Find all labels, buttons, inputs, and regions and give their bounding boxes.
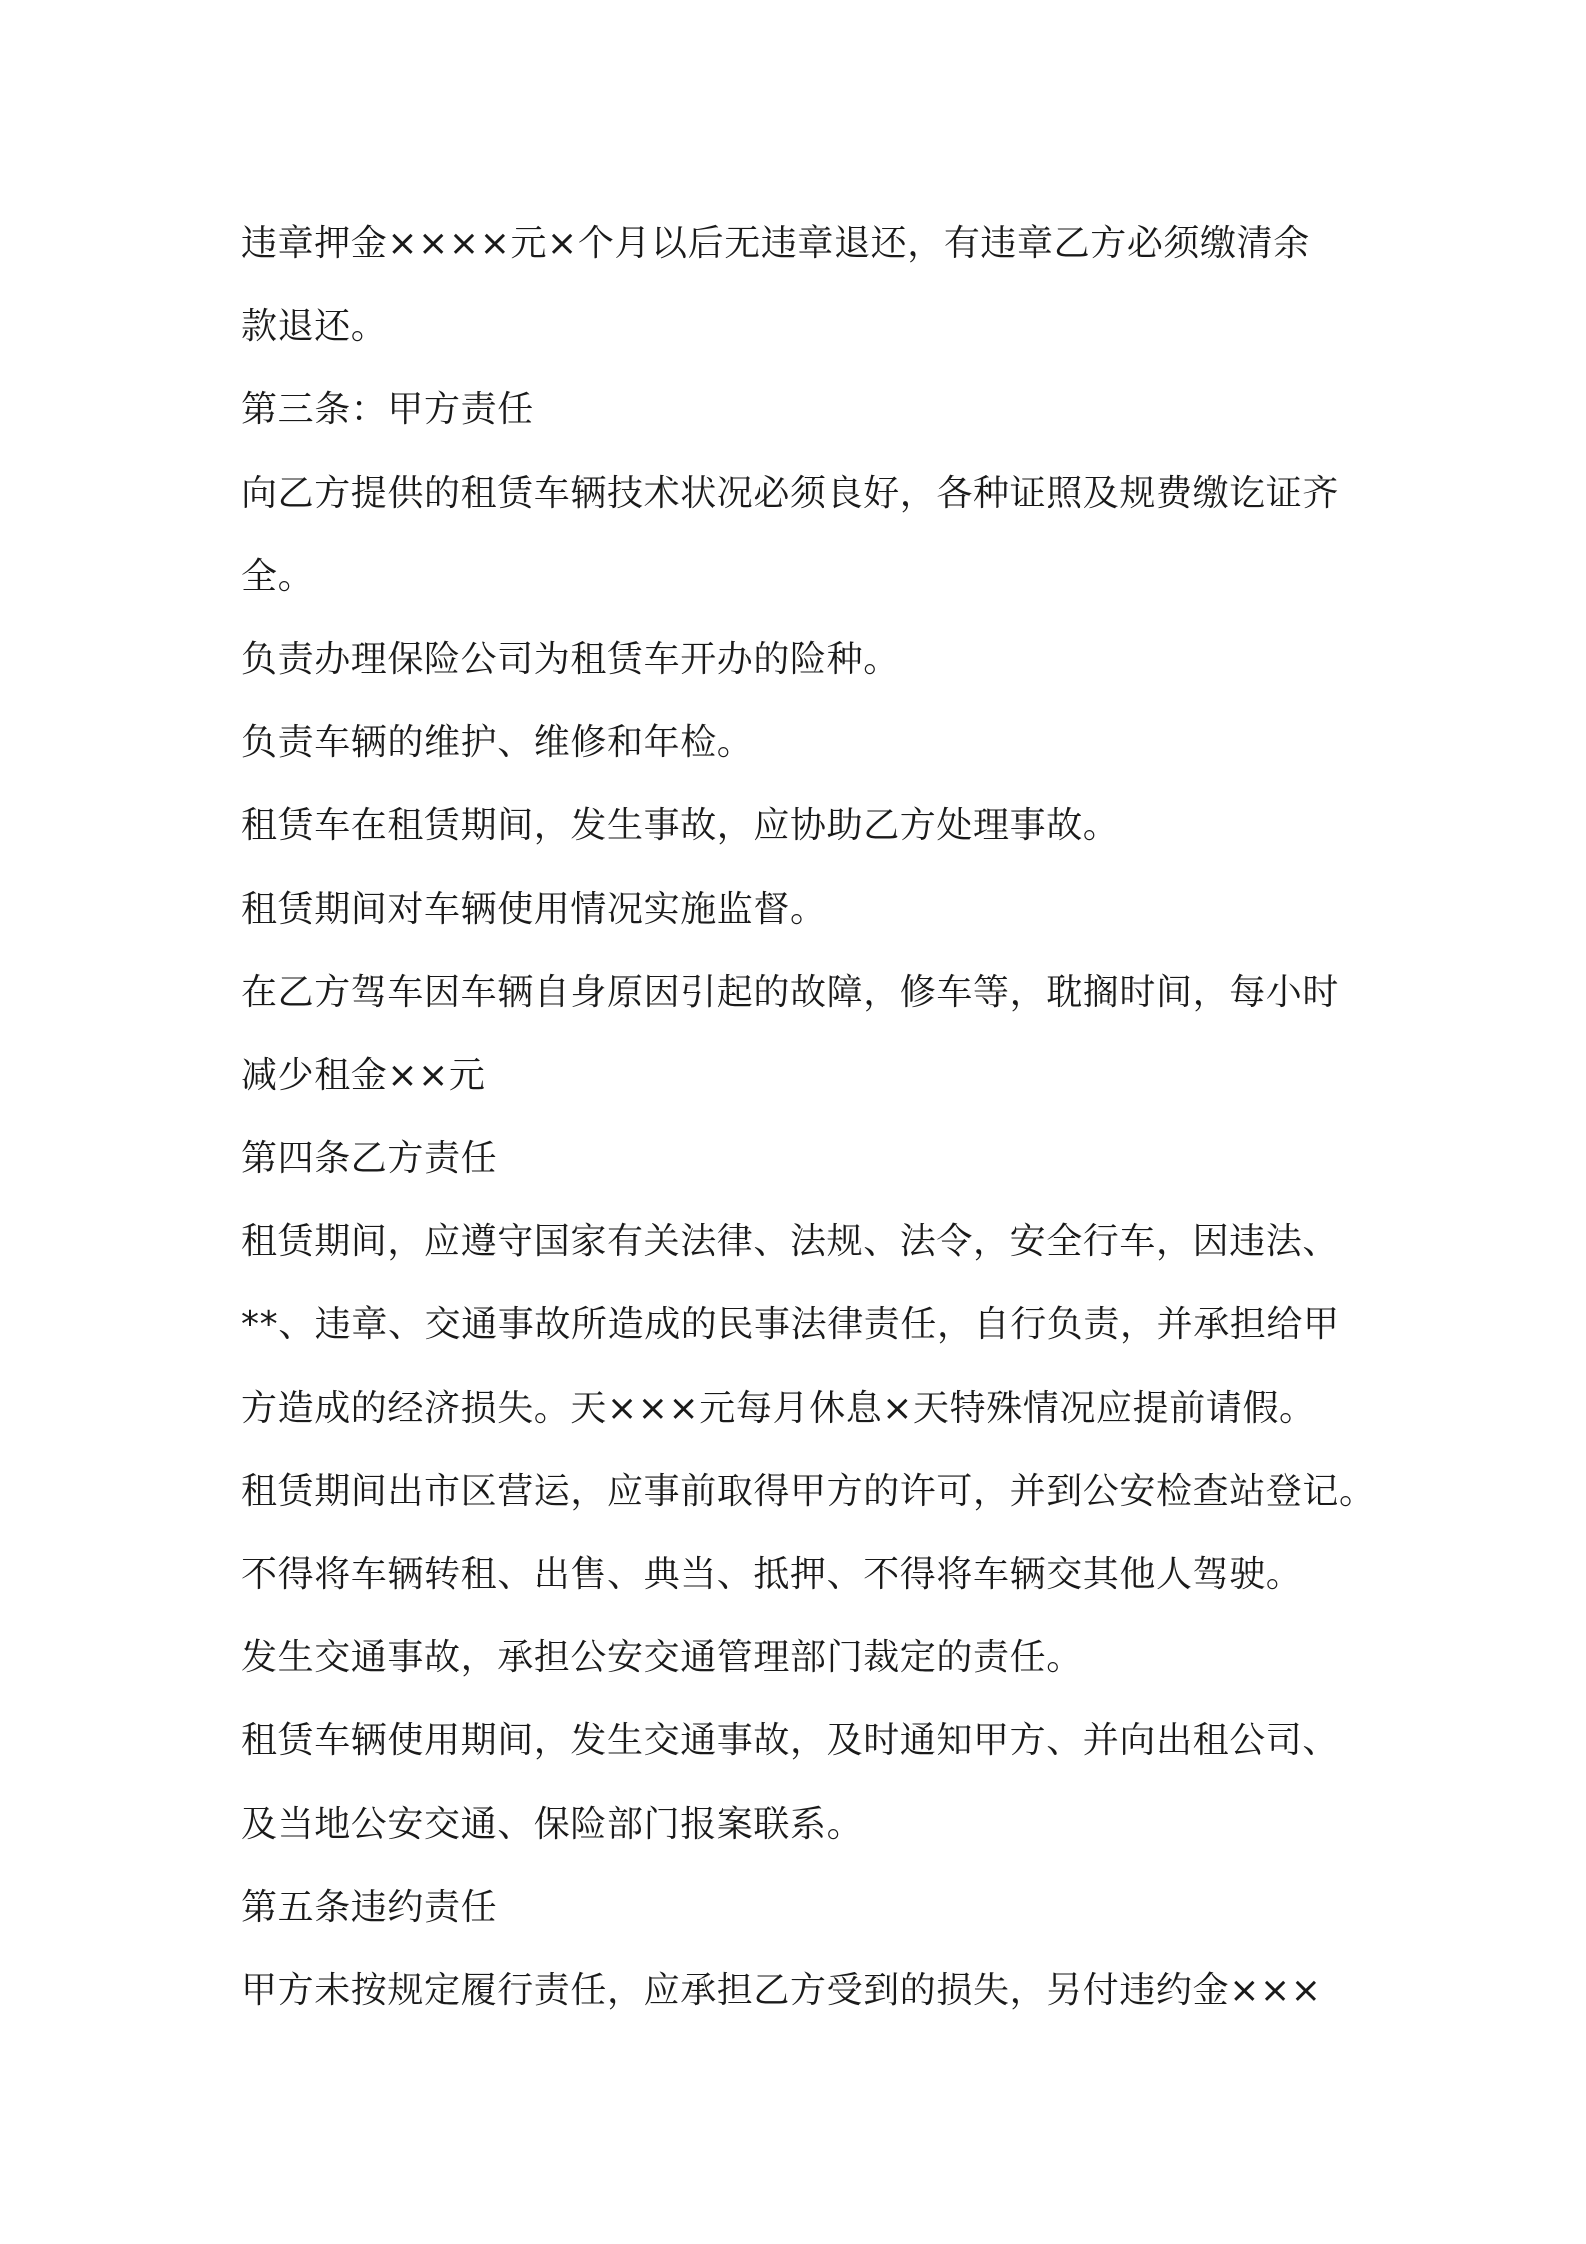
text-line: 负责车辆的维护、维修和年检。 [241,722,754,764]
text-line: 全。 [241,555,315,597]
document-body [241,202,1376,2032]
section-heading: 第四条乙方责任 [241,1138,498,1180]
text-line: 甲方未按规定履行责任，应承担乙方受到的损失，另付违约金××× [241,1969,1322,2011]
text-line: 违章押金××××元×个月以后无违章退还，有违章乙方必须缴清余 [241,223,1310,264]
text-line: 负责办理保险公司为租赁车开办的险种。 [241,638,900,680]
text-line: 租赁期间出市区营运，应事前取得甲方的许可，并到公安检查站登记。 [241,1470,1376,1512]
text-line: 发生交通事故，承担公安交通管理部门裁定的责任。 [241,1637,1083,1679]
text-line: 租赁期间对车辆使用情况实施监督。 [241,888,827,930]
text-line: 向乙方提供的租赁车辆技术状况必须良好，各种证照及规费缴讫证齐 [241,472,1340,514]
text-line: **、违章、交通事故所造成的民事法律责任，自行负责，并承担给甲 [241,1304,1340,1346]
section-heading: 第三条：甲方责任 [241,389,534,431]
text-line: 租赁期间，应遵守国家有关法律、法规、法令，安全行车，因违法、 [241,1221,1340,1263]
text-line: 款退还。 [241,306,388,348]
text-line: 租赁车辆使用期间，发生交通事故，及时通知甲方、并向出租公司、 [241,1720,1340,1762]
text-line: 及当地公安交通、保险部门报案联系。 [241,1803,864,1845]
text-line: 在乙方驾车因车辆自身原因引起的故障，修车等，耽搁时间，每小时 [241,971,1340,1013]
text-line: 方造成的经济损失。天×××元每月休息×天特殊情况应提前请假。 [241,1387,1316,1429]
text-line: 减少租金××元 [241,1054,486,1096]
text-line: 租赁车在租赁期间，发生事故，应协助乙方处理事故。 [241,805,1120,847]
text-line: 不得将车辆转租、出售、典当、抵押、不得将车辆交其他人驾驶。 [241,1554,1303,1595]
section-heading: 第五条违约责任 [241,1886,498,1928]
